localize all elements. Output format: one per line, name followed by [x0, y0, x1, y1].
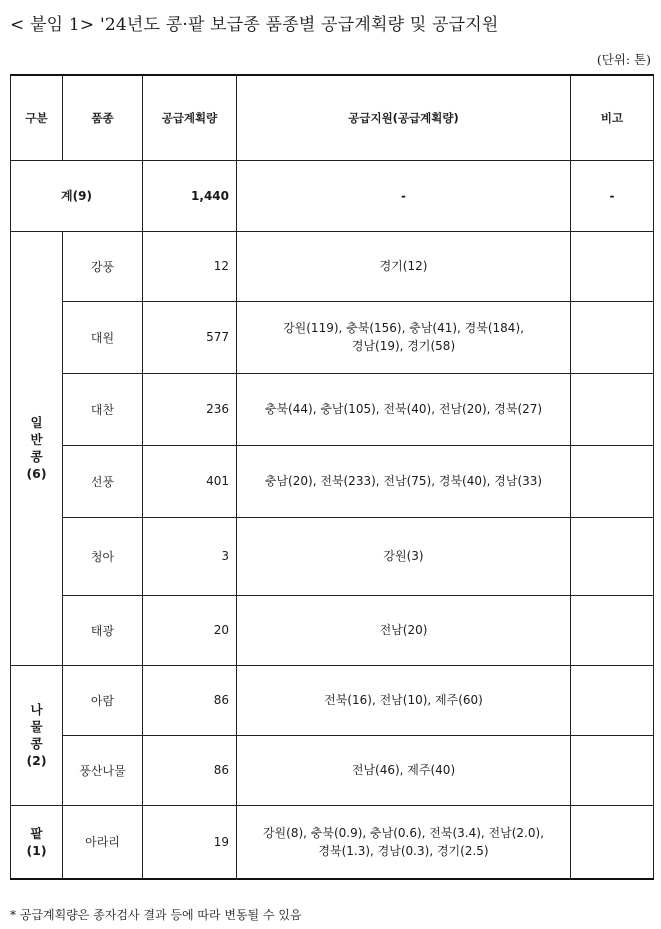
support-cell	[237, 595, 571, 665]
category-line: 반	[30, 432, 43, 447]
footnote: * 공급계획량은 종자검사 결과 등에 따라 변동될 수 있음	[10, 908, 302, 922]
category-line: 나	[30, 702, 43, 717]
header-support: 공급지원(공급계획량)	[237, 75, 571, 160]
plan-cell: 236	[143, 373, 237, 445]
support-line: 전북(16), 전남(10), 제주(60)	[324, 693, 483, 707]
table-row	[11, 231, 654, 301]
plan-cell: 19	[143, 805, 237, 879]
support-line: 충남(20), 전북(233), 전남(75), 경북(40), 경남(33)	[264, 474, 543, 488]
category-cell-general-soybean	[11, 231, 63, 665]
total-support: -	[237, 160, 571, 231]
support-cell	[237, 805, 571, 879]
plan-cell: 86	[143, 735, 237, 805]
plan-cell: 12	[143, 231, 237, 301]
remarks-cell	[571, 301, 654, 373]
header-remarks: 비고	[571, 75, 654, 160]
remarks-cell	[571, 805, 654, 879]
table-header-row	[11, 75, 654, 160]
remarks-cell	[571, 665, 654, 735]
table-row	[11, 595, 654, 665]
category-line: (1)	[26, 842, 47, 858]
support-cell	[237, 373, 571, 445]
support-line: 경남(19), 경기(58)	[351, 339, 456, 353]
category-line: 콩	[30, 449, 43, 464]
variety-cell: 태광	[63, 595, 143, 665]
remarks-cell	[571, 445, 654, 517]
plan-cell: 577	[143, 301, 237, 373]
header-category: 구분	[11, 75, 63, 160]
total-plan: 1,440	[143, 160, 237, 231]
table-row	[11, 301, 654, 373]
plan-cell: 401	[143, 445, 237, 517]
variety-cell: 대원	[63, 301, 143, 373]
table-row	[11, 735, 654, 805]
document-title: < 붙임 1> '24년도 콩·팥 보급종 품종별 공급계획량 및 공급지원	[10, 15, 499, 35]
header-variety: 품종	[63, 75, 143, 160]
variety-cell: 강풍	[63, 231, 143, 301]
plan-cell: 20	[143, 595, 237, 665]
category-cell-red-bean	[11, 805, 63, 879]
category-line: 물	[30, 719, 43, 734]
support-line: 경기(12)	[379, 259, 428, 273]
remarks-cell	[571, 595, 654, 665]
total-remarks: -	[571, 160, 654, 231]
table-row	[11, 373, 654, 445]
category-line: (2)	[26, 753, 47, 768]
header-plan: 공급계획량	[143, 75, 237, 160]
table-row	[11, 665, 654, 735]
variety-cell: 아람	[63, 665, 143, 735]
table-row	[11, 445, 654, 517]
plan-cell: 86	[143, 665, 237, 735]
category-cell-sprout-soybean	[11, 665, 63, 805]
total-label: 계(9)	[11, 160, 143, 231]
category-line: 일	[30, 415, 43, 430]
variety-cell: 풍산나물	[63, 735, 143, 805]
supply-plan-table	[10, 74, 654, 880]
remarks-cell	[571, 373, 654, 445]
support-line: 경북(1.3), 경남(0.3), 경기(2.5)	[318, 843, 489, 858]
support-cell	[237, 735, 571, 805]
remarks-cell	[571, 231, 654, 301]
support-line: 강원(8), 충북(0.9), 충남(0.6), 전북(3.4), 전남(2.0),	[262, 825, 545, 840]
remarks-cell	[571, 735, 654, 805]
support-line: 전남(46), 제주(40)	[351, 763, 456, 777]
table-row	[11, 517, 654, 595]
support-line: 충북(44), 충남(105), 전북(40), 전남(20), 경북(27)	[264, 402, 543, 416]
table-row	[11, 805, 654, 879]
support-line: 강원(3)	[383, 549, 424, 563]
category-line: 팥	[30, 825, 43, 841]
variety-cell: 선풍	[63, 445, 143, 517]
support-cell	[237, 517, 571, 595]
variety-cell: 대찬	[63, 373, 143, 445]
support-cell	[237, 231, 571, 301]
support-cell	[237, 301, 571, 373]
category-line: 콩	[30, 736, 43, 751]
category-line: (6)	[26, 466, 47, 481]
remarks-cell	[571, 517, 654, 595]
total-row	[11, 160, 654, 231]
support-cell	[237, 445, 571, 517]
support-cell	[237, 665, 571, 735]
plan-cell: 3	[143, 517, 237, 595]
support-line: 강원(119), 충북(156), 충남(41), 경북(184),	[283, 321, 524, 335]
unit-label: (단위: 톤)	[596, 52, 651, 67]
variety-cell: 청아	[63, 517, 143, 595]
variety-cell: 아라리	[63, 805, 143, 879]
support-line: 전남(20)	[379, 623, 428, 637]
